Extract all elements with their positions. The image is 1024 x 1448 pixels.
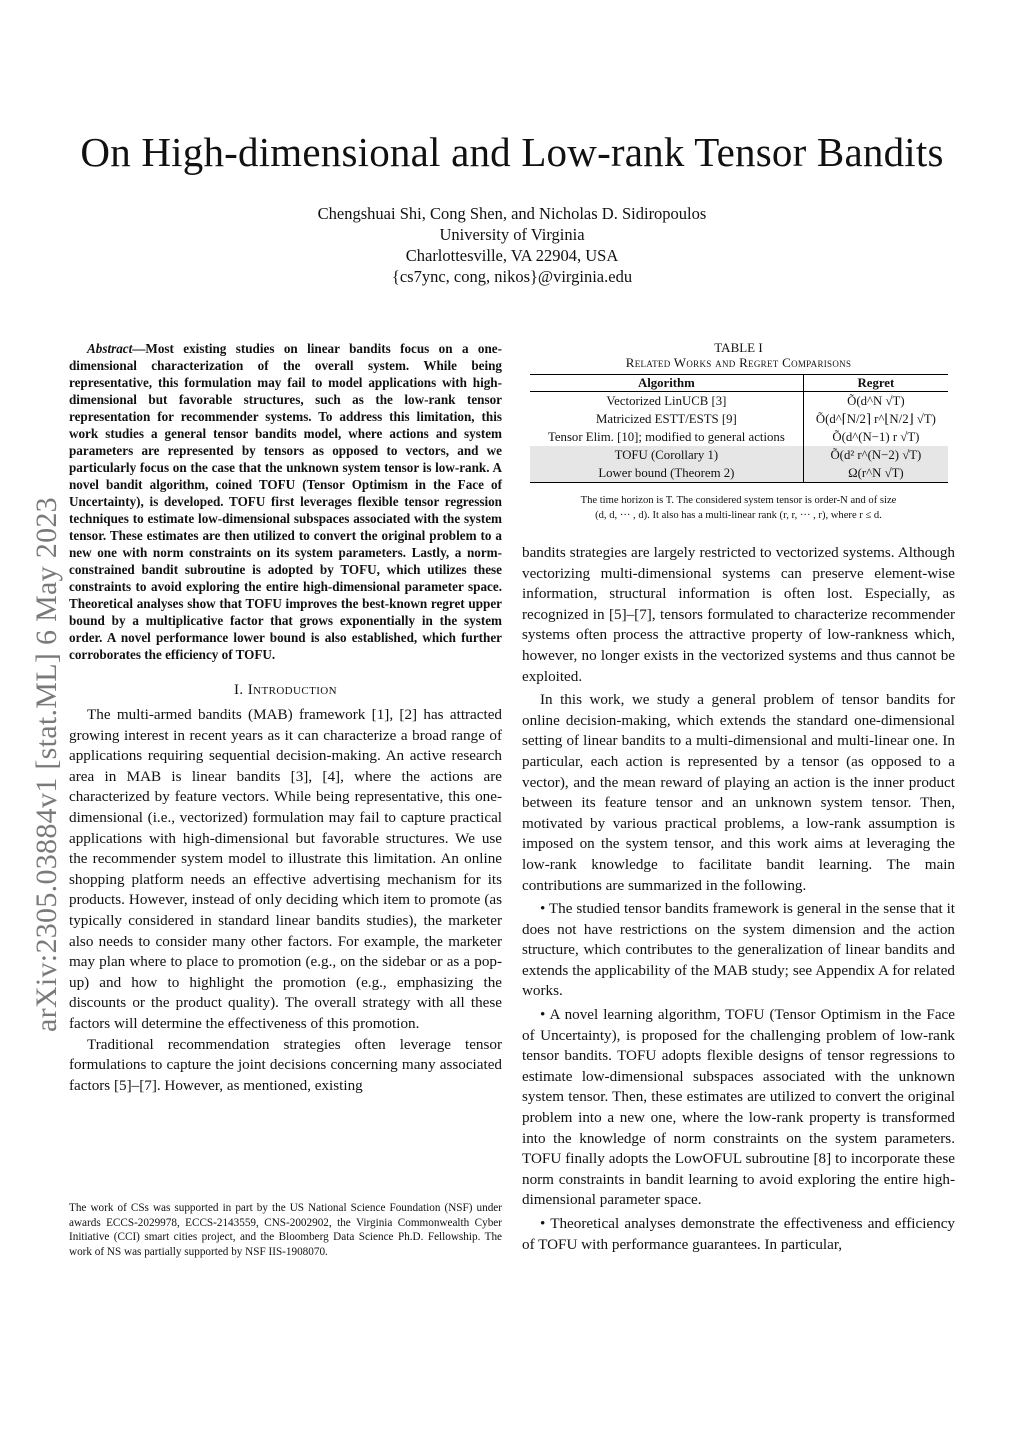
right-paragraph-1: bandits strategies are largely restricted to vectorized systems. Although vectorizing multi-dimensional systems can preserve element-wise information, structural information is often lost. Especially, as recognized in [5]–[7], tensors formulated to characterize recommender systems often process the attractive property of low-rankness which, however, no longer exists in the vectorized systems and thus cannot be exploited. (522, 544, 955, 685)
paper-title: On High-dimensional and Low-rank Tensor Bandits (80, 129, 944, 175)
contribution-bullet-1: • The studied tensor bandits framework is general in the sense that it does not have restrictions on the system dimension and the action structure, which contributes to the generalization of linear bandits and extends the applicability of the MAB study; see Appendix A for related works. (522, 900, 955, 1000)
abstract-text: —Most existing studies on linear bandits focus on a one-dimensional characterization of the overall system. While being representative, this formulation may fail to model applications with high-dimensional but favorable structures, such as the low-rank tensor representation for recommender systems. To address this limitation, this work studies a general tensor bandits model, where actions and system parameters are represented by tensors as opposed to vectors, and we particularly focus on the case that the unknown system tensor is low-rank. A novel bandit algorithm, coined TOFU (Tensor Optimism in the Face of Uncertainty), is developed. TOFU first leverages flexible tensor regression techniques to estimate low-dimensional subspaces associated with the system tensor. These estimates are then utilized to convert the original problem to a new one with norm constraints on its system parameters. Lastly, a norm-constrained bandit subroutine is adopted by TOFU, which utilizes these constraints to avoid exploring the entire high-dimensional parameter space. Theoretical analyses show that TOFU improves the best-known regret upper bound by a multiplicative factor that grows exponentially in the system order. A novel performance lower bound is also established, which further corroborates the efficiency of TOFU. (69, 341, 502, 662)
contribution-bullet-2: • A novel learning algorithm, TOFU (Tensor Optimism in the Face of Uncertainty), is proposed for the challenging problem of low-rank tensor bandits. TOFU adopts flexible designs of tensor regressions to estimate low-dimensional subspaces associated with the unknown system tensor. Then, these estimates are utilized to convert the original problem into a new one, where the low-rank property is transformed into the knowledge of norm constraints on the system parameters. TOFU finally adopts the LowOFUL subroutine [8] to incorporate these norm constraints in bandit learning to avoid exploring the entire high-dimensional parameter space. (522, 1006, 955, 1209)
table-header-regret: Regret (804, 375, 948, 392)
regret-cell: Õ(d² r^(N−2) √T) (804, 446, 948, 464)
left-column (69, 340, 502, 1096)
emails: {cs7ync, cong, nikos}@virginia.edu (391, 267, 633, 286)
regret-table (530, 374, 948, 483)
footnote: The work of CSs was supported in part by the US National Science Foundation (NSF) under awards ECCS-2029978, ECCS-2143559, CNS-2002902, the Virginia Commonwealth Cyber Initiative (CCI) smart cities project, and the Bloomberg Data Science Ph.D. Fellowship. The work of NS was partially supported by NSF IIS-1908070. (69, 1202, 502, 1258)
table-caption (522, 340, 955, 370)
section-heading-introduction: I. Introduction (234, 682, 337, 698)
table-note-line-2: (d, d, ··· , d). It also has a multi-linear rank (r, r, ··· , r), where r ≤ d. (595, 510, 882, 521)
arxiv-stamp: arXiv:2305.03884v1 [stat.ML] 6 May 2023 (30, 497, 63, 1032)
affiliation: University of Virginia (439, 225, 585, 244)
table-header-algorithm: Algorithm (530, 375, 804, 392)
table-note (522, 493, 955, 523)
authors: Chengshuai Shi, Cong Shen, and Nicholas D. Sidiropoulos (317, 204, 707, 223)
abstract (69, 340, 502, 663)
table-note-line-1: The time horizon is T. The considered system tensor is order-N and of size (580, 495, 897, 506)
address: Charlottesville, VA 22904, USA (405, 246, 619, 265)
regret-cell: Õ(d^(N−1) r √T) (832, 429, 920, 444)
table-row (530, 410, 948, 428)
regret-cell: Õ(d^⌈N/2⌉ r^⌊N/2⌋ √T) (815, 411, 936, 426)
table-label: TABLE I (714, 340, 763, 355)
regret-cell: Ω(r^N √T) (804, 464, 948, 483)
author-block (0, 203, 1024, 287)
intro-paragraph-2: Traditional recommendation strategies often leverage tensor formulations to capture the joint decisions concerning many associated factors [5]–[7]. However, as mentioned, existing (69, 1035, 502, 1094)
table-row (530, 446, 948, 464)
abstract-label: Abstract (87, 341, 133, 356)
algorithm-cell: Vectorized LinUCB [3] (530, 392, 804, 411)
table-row (530, 392, 948, 411)
right-column (522, 340, 955, 1255)
algorithm-cell: Matricized ESTT/ESTS [9] (530, 410, 804, 428)
contribution-bullet-3: • Theoretical analyses demonstrate the effectiveness and efficiency of TOFU with performance guarantees. In particular, (522, 1215, 955, 1253)
regret-cell: Õ(d^N √T) (847, 393, 905, 408)
table-row (530, 464, 948, 483)
table-title: Related Works and Regret Comparisons (625, 355, 852, 370)
table-row (530, 428, 948, 446)
algorithm-cell: TOFU (Corollary 1) (530, 446, 804, 464)
right-paragraph-2: In this work, we study a general problem of tensor bandits for online decision-making, which extends the standard one-dimensional setting of linear bandits to a multi-dimensional and multi-linear one. In particular, each action is represented by a tensor (as opposed to a vector), and the mean reward of playing an action is the inner product between its feature tensor and an unknown system tensor. Then, motivated by various practical problems, a low-rank assumption is imposed on the system tensor, and this work aims at leveraging the low-rank knowledge to facilitate bandit learning. The main contributions are summarized in the following. (522, 691, 955, 894)
algorithm-cell: Tensor Elim. [10]; modified to general actions (530, 428, 804, 446)
algorithm-cell: Lower bound (Theorem 2) (530, 464, 804, 483)
intro-paragraph-1: The multi-armed bandits (MAB) framework [1], [2] has attracted growing interest in recent years as it can characterize a broad range of applications requiring sequential decision-making. An active research area in MAB is linear bandits [3], [4], where the actions are characterized by feature vectors. While being representative, this one-dimensional (i.e., vectorized) formulation may fail to capture practical applications with high-dimensional but favorable structures. We use the recommender system model to illustrate this limitation. An online shopping platform needs an effective advertising mechanism for its products. However, instead of only deciding which item to promote (as typically considered in standard linear bandits studies), the marketer also needs to consider many other factors. For example, the marketer may plan where to place to promotion (e.g., on the sidebar or as a pop-up) and how to highlight the promotion (e.g., emphasizing the discounts or the product quality). The overall strategy with all these factors will determine the effectiveness of this promotion. (69, 706, 502, 1032)
